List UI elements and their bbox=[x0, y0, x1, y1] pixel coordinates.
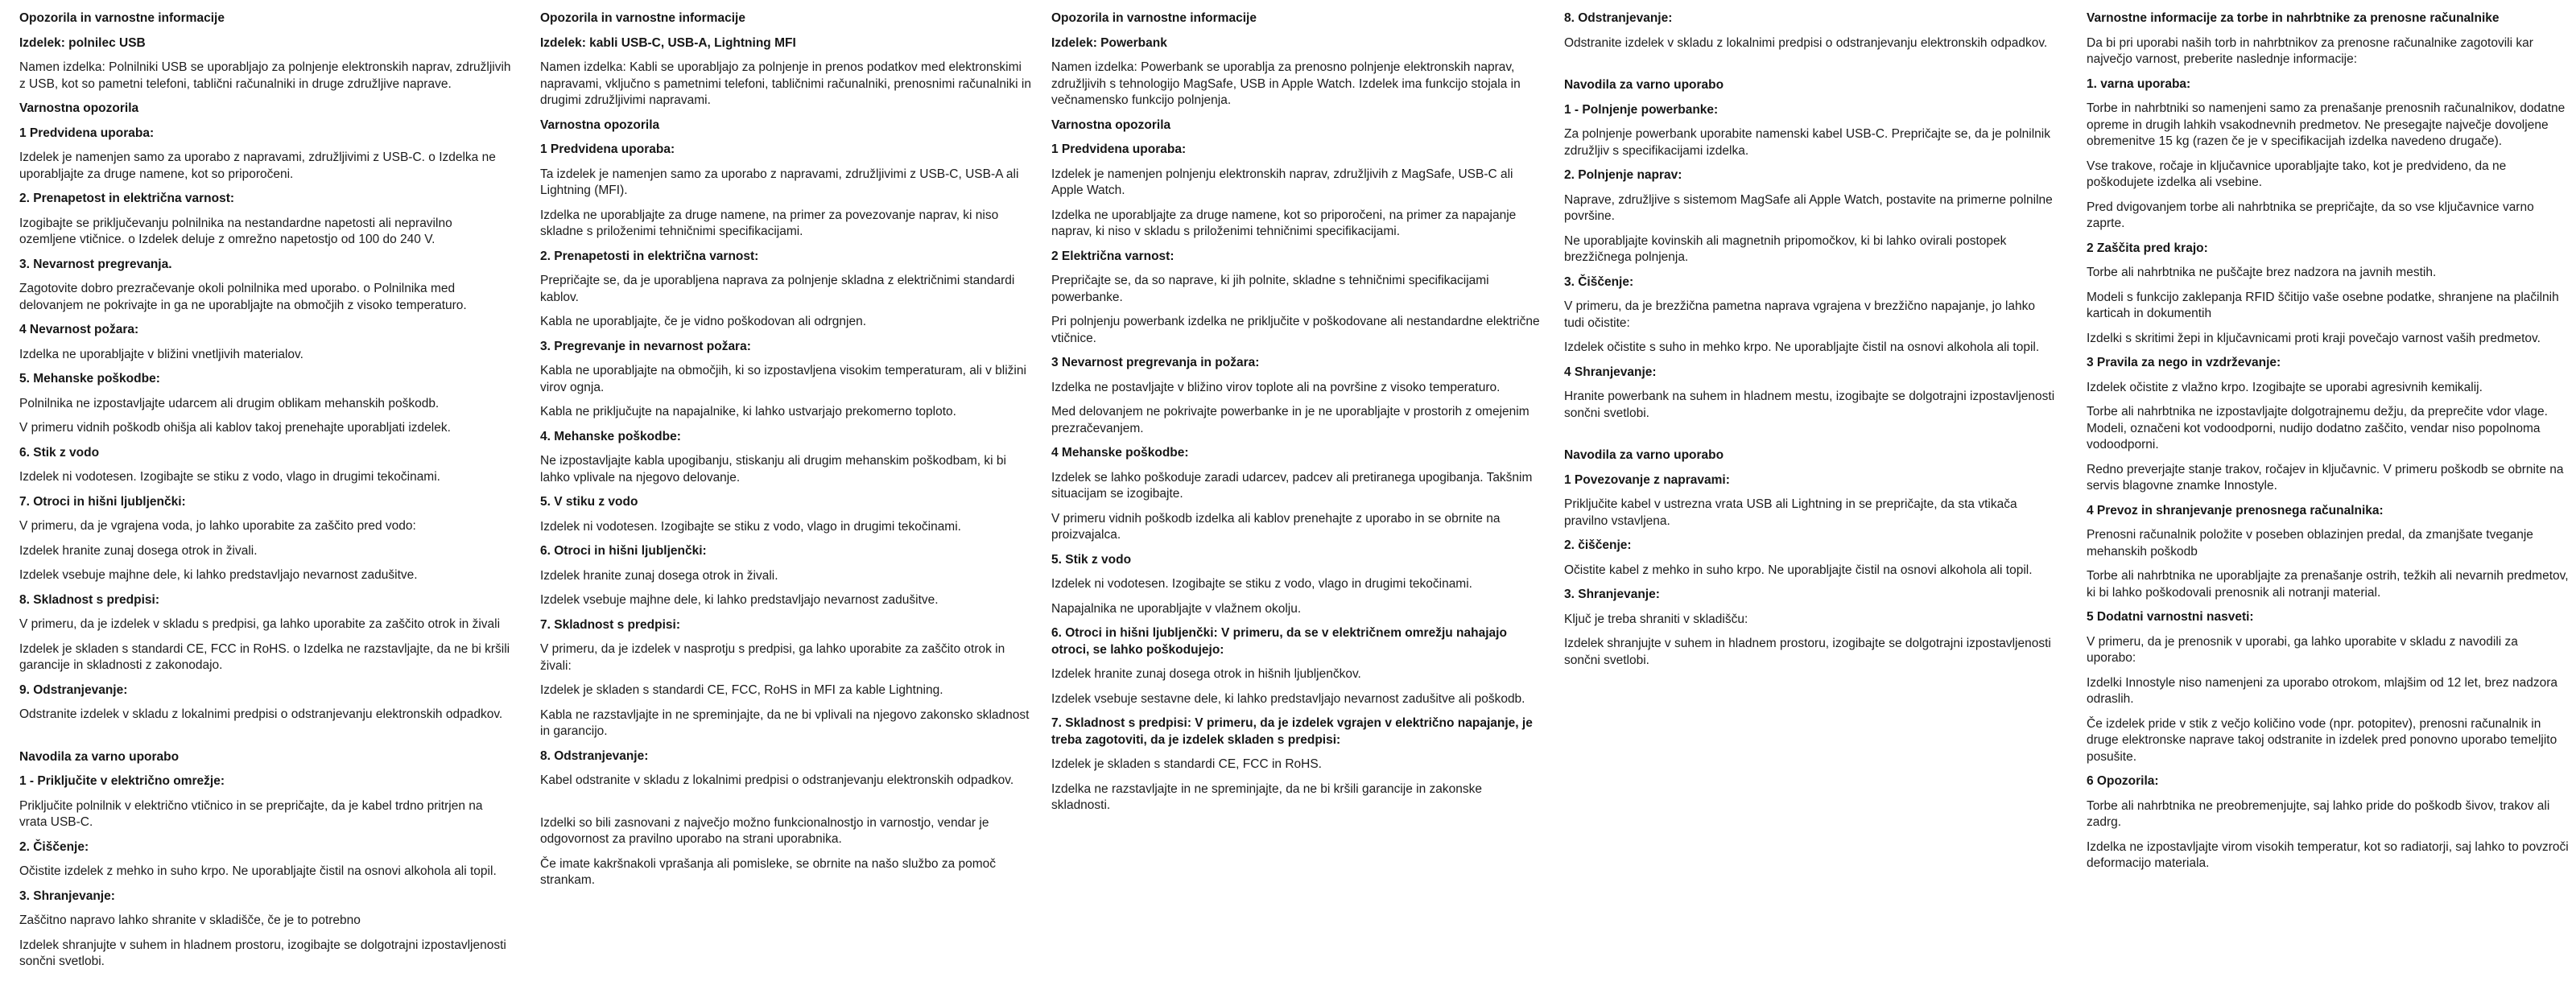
paragraph: Izdelek se lahko poškoduje zaradi udarcev, padcev ali pretiranega upogibanja. Takšnim situacijam se izogibajte. bbox=[1051, 470, 1533, 501]
section-heading: Varnostna opozorila bbox=[1051, 118, 1171, 132]
column-laptop-bags bbox=[2087, 10, 2570, 880]
paragraph: Izdelek je skladen s standardi CE, FCC in RoHS. o Izdelka ne razstavljajte, da ne bi kršili garancije in skladnosti z zakonodajo. bbox=[19, 641, 510, 672]
paragraph: Namen izdelka: Polnilniki USB se uporabljajo za polnjenje elektronskih naprav, združljivih z USB, kot so pametni telefoni, tablični računalniki in druge združljive naprave. bbox=[19, 60, 511, 91]
paragraph: Kabel odstranite v skladu z lokalnimi predpisi o odstranjevanju elektronskih odpadkov. bbox=[540, 773, 1014, 787]
section-heading: 2. Polnjenje naprav: bbox=[1564, 168, 1682, 182]
section-heading: Navodila za varno uporabo bbox=[1564, 78, 1724, 92]
section-heading: Varnostna opozorila bbox=[19, 101, 139, 115]
paragraph: V primeru, da je izdelek v skladu s predpisi, ga lahko uporabite za zaščito otrok in živali bbox=[19, 617, 501, 631]
section-heading: 5. Stik z vodo bbox=[1051, 552, 1132, 567]
section-heading: 1 - Polnjenje powerbanke: bbox=[1564, 102, 1719, 117]
paragraph: Izdelka ne uporabljajte v bližini vnetljivih materialov. bbox=[19, 347, 303, 361]
paragraph: Torbe in nahrbtniki so namenjeni samo za prenašanje prenosnih računalnikov, dodatne opreme in drugih lahkih vsakodnevnih predmetov. Ne presegajte največje dovoljene obremenitve 15 kg (razen če je v specifikacijah izdelka navedeno drugače). bbox=[2087, 101, 2566, 148]
section-heading: 3. Nevarnost pregrevanja. bbox=[19, 257, 172, 271]
section-heading: 3. Pregrevanje in nevarnost požara: bbox=[540, 339, 751, 353]
paragraph: Izdelek vsebuje majhne dele, ki lahko predstavljajo nevarnost zadušitve. bbox=[19, 568, 418, 582]
paragraph: Vse trakove, ročaje in ključavnice uporabljajte tako, kot je predvideno, da ne poškodujete izdelka ali vsebine. bbox=[2087, 159, 2507, 189]
section-heading: 2 Električna varnost: bbox=[1051, 249, 1174, 263]
paragraph: Zagotovite dobro prezračevanje okoli polnilnika med uporabo. o Polnilnika med delovanjem ne pokrivajte in ga ne uporabljajte na območjih z visoko temperaturo. bbox=[19, 282, 467, 312]
paragraph: Če izdelek pride v stik z večjo količino vode (npr. potopitev), prenosni računalnik in druge elektronske naprave takoj odstranite in izdelek pred ponovno uporabo temeljito posušite. bbox=[2087, 716, 2557, 764]
paragraph: Izdelek hranite zunaj dosega otrok in živali. bbox=[19, 543, 258, 558]
section-heading: 2. Prenapetost in električna varnost: bbox=[19, 192, 235, 205]
section-heading: 4. Mehanske poškodbe: bbox=[540, 429, 681, 443]
section-heading: 6. Otroci in hišni ljubljenčki: bbox=[540, 544, 707, 558]
paragraph: Izdelek je skladen s standardi CE, FCC, RoHS in MFI za kable Lightning. bbox=[540, 683, 943, 697]
section-heading: 2 Zaščita pred krajo: bbox=[2087, 241, 2208, 255]
section-heading: Navodila za varno uporabo bbox=[1564, 448, 1724, 462]
paragraph: Polnilnika ne izpostavljajte udarcem ali drugim oblikam mehanskih poškodb. bbox=[19, 396, 440, 410]
paragraph: Izdelka ne izpostavljajte virom visokih temperatur, kot so radiatorji, saj lahko to povzroči deformacijo materiala. bbox=[2087, 839, 2569, 870]
paragraph: Da bi pri uporabi naših torb in nahrbtnikov za prenosne računalnike zagotovili kar največjo varnost, preberite naslednje informacije: bbox=[2087, 35, 2533, 66]
section-heading: 4 Mehanske poškodbe: bbox=[1051, 446, 1189, 460]
paragraph: V primeru, da je izdelek v nasprotju s predpisi, ga lahko uporabite za zaščito otrok in živali: bbox=[540, 642, 1005, 673]
paragraph: Torbe ali nahrbtnika ne uporabljajte za prenašanje ostrih, težkih ali nevarnih predmetov, ki bi lahko poškodovali prenosnik ali notranji material. bbox=[2087, 569, 2569, 600]
paragraph: Torbe ali nahrbtnika ne izpostavljajte dolgotrajnemu dežju, da preprečite vdor vlage. Modeli, označeni kot vodoodporni, nudijo dodatno zaščito, vendar niso popolnoma vodoodporni. bbox=[2087, 405, 2548, 451]
paragraph: Izdelka ne razstavljajte in ne spreminjajte, da ne bi kršili garancije in zakonske skladnosti. bbox=[1051, 781, 1483, 812]
paragraph: Izdelka ne uporabljajte za druge namene, na primer za povezovanje naprav, ki niso skladne s priloženimi tehničnimi specifikacijami. bbox=[540, 208, 999, 238]
paragraph: Redno preverjajte stanje trakov, ročajev in ključavnic. V primeru poškodb se obrnite na servis blagovne znamke Innostyle. bbox=[2087, 462, 2564, 493]
paragraph: Ne izpostavljajte kabla upogibanju, stiskanju ali drugim mehanskim poškodbam, ki bi lahko vplivale na njegovo delovanje. bbox=[540, 454, 1006, 484]
paragraph: Izdelek shranjujte v suhem in hladnem prostoru, izogibajte se dolgotrajni izpostavljenosti sončni svetlobi. bbox=[19, 938, 506, 968]
column-powerbank-instructions bbox=[1564, 10, 2057, 677]
section-heading: 6. Stik z vodo bbox=[19, 445, 100, 460]
section-gap bbox=[540, 798, 1033, 815]
section-heading: 2. čiščenje: bbox=[1564, 538, 1632, 552]
paragraph: Izogibajte se priključevanju polnilnika na nestandardne napetosti ali nepravilno ozemljene vtičnice. o Izdelek deluje z omrežno napetostjo od 100 do 240 V. bbox=[19, 216, 452, 246]
paragraph: Hranite powerbank na suhem in hladnem mestu, izogibajte se dolgotrajni izpostavljenosti sončni svetlobi. bbox=[1564, 390, 2055, 420]
column-powerbank bbox=[1051, 10, 1544, 823]
paragraph: Namen izdelka: Powerbank se uporablja za prenosno polnjenje elektronskih naprav, združljivih s tehnologijo MagSafe, USB in Apple Watch. Izdelek ima funkcijo stojala in večnamensko funkcijo polnjenja. bbox=[1051, 60, 1521, 107]
section-gap bbox=[1564, 430, 2057, 447]
paragraph: Prenosni računalnik položite v poseben oblazinjen predal, da zmanjšate tveganje mehanskih poškodb bbox=[2087, 528, 2533, 559]
section-heading: 9. Odstranjevanje: bbox=[19, 682, 128, 697]
section-gap bbox=[1564, 60, 2057, 77]
section-heading: 1. varna uporaba: bbox=[2087, 76, 2191, 91]
paragraph: V primeru, da je prenosnik v uporabi, ga lahko uporabite v skladu z navodili za uporabo: bbox=[2087, 634, 2518, 665]
section-heading: Izdelek: kabli USB-C, USB-A, Lightning MFI bbox=[540, 35, 796, 50]
paragraph: Med delovanjem ne pokrivajte powerbanke in je ne uporabljajte v prostorih z omejenim prezračevanjem. bbox=[1051, 405, 1530, 435]
section-heading: 4 Shranjevanje: bbox=[1564, 365, 1657, 379]
paragraph: Izdelek očistite s suho in mehko krpo. Ne uporabljajte čistil na osnovi alkohola ali topil. bbox=[1564, 340, 2040, 354]
paragraph: Izdelek hranite zunaj dosega otrok in hišnih ljubljenčkov. bbox=[1051, 667, 1361, 681]
paragraph: Namen izdelka: Kabli se uporabljajo za polnjenje in prenos podatkov med elektronskimi napravami, vključno s pametnimi telefoni, tabličnimi računalniki, prenosnimi računalniki in drugimi združljivimi napravami. bbox=[540, 60, 1031, 107]
paragraph: Prepričajte se, da je uporabljena naprava za polnjenje skladna z električnimi standardi kablov. bbox=[540, 274, 1015, 304]
section-heading: 6. Otroci in hišni ljubljenčki: V primeru, da se v električnem omrežju nahajajo otroci, se lahko poškodujejo: bbox=[1051, 626, 1507, 657]
section-heading: 4 Nevarnost požara: bbox=[19, 323, 139, 336]
section-heading: 2. Prenapetosti in električna varnost: bbox=[540, 249, 759, 263]
paragraph: Izdelki Innostyle niso namenjeni za uporabo otrokom, mlajšim od 12 let, brez nadzora odraslih. bbox=[2087, 675, 2558, 706]
column-cables bbox=[540, 10, 1033, 897]
paragraph: Kabla ne uporabljajte, če je vidno poškodovan ali odrgnjen. bbox=[540, 315, 867, 328]
section-heading: 3. Shranjevanje: bbox=[19, 888, 115, 903]
section-heading: 3. Čiščenje: bbox=[1564, 274, 1634, 289]
section-gap bbox=[19, 732, 512, 749]
paragraph: Zaščitno napravo lahko shranite v skladišče, če je to potrebno bbox=[19, 913, 361, 927]
paragraph: V primeru, da je vgrajena voda, jo lahko uporabite za zaščito pred vodo: bbox=[19, 519, 416, 533]
paragraph: Očistite izdelek z mehko in suho krpo. Ne uporabljajte čistil na osnovi alkohola ali topil. bbox=[19, 864, 497, 878]
paragraph: Priključite kabel v ustrezna vrata USB ali Lightning in se prepričajte, da sta vtikača pravilno vstavljena. bbox=[1564, 497, 2017, 528]
section-heading: 5. V stiku z vodo bbox=[540, 495, 638, 509]
paragraph: Izdelek vsebuje majhne dele, ki lahko predstavljajo nevarnost zadušitve. bbox=[540, 593, 939, 607]
section-heading: 5 Dodatni varnostni nasveti: bbox=[2087, 610, 2254, 624]
paragraph: Prepričajte se, da so naprave, ki jih polnite, skladne s tehničnimi specifikacijami powerbanke. bbox=[1051, 274, 1489, 304]
paragraph: Izdelek shranjujte v suhem in hladnem prostoru, izogibajte se dolgotrajni izpostavljenosti sončni svetlobi. bbox=[1564, 637, 2051, 667]
paragraph: Izdelek ni vodotesen. Izogibajte se stiku z vodo, vlago in drugimi tekočinami. bbox=[1051, 577, 1472, 591]
paragraph: Izdelka ne postavljajte v bližino virov toplote ali na površine z visoko temperaturo. bbox=[1051, 380, 1501, 394]
paragraph: Pred dvigovanjem torbe ali nahrbtnika se prepričajte, da so vse ključavnice varno zaprte. bbox=[2087, 200, 2534, 230]
section-heading: 1 Predvidena uporaba: bbox=[19, 126, 155, 140]
paragraph: Izdelka ne uporabljajte za druge namene, kot so priporočeni, na primer za napajanje naprav, ki niso v skladu s priloženimi tehničnimi specifikacijami. bbox=[1051, 208, 1517, 238]
paragraph: Izdelek ni vodotesen. Izogibajte se stiku z vodo, vlago in drugimi tekočinami. bbox=[19, 470, 440, 484]
paragraph: Izdelki so bili zasnovani z največjo možno funkcionalnostjo in varnostjo, vendar je odgovornost za pravilno uporabo na strani uporabnika. bbox=[540, 815, 989, 846]
paragraph: Izdelek je namenjen samo za uporabo z napravami, združljivimi z USB-C. o Izdelka ne uporabljajte za druge namene, kot so priporočeni. bbox=[19, 150, 496, 181]
paragraph: Izdelek ni vodotesen. Izogibajte se stiku z vodo, vlago in drugimi tekočinami. bbox=[540, 519, 961, 534]
section-heading: 1 Povezovanje z napravami: bbox=[1564, 472, 1730, 487]
paragraph: Kabla ne razstavljajte in ne spreminjajte, da ne bi vplivali na njegovo zakonsko skladnost in garancijo. bbox=[540, 707, 1030, 738]
paragraph: Torbe ali nahrbtnika ne preobremenjujte, saj lahko pride do poškodb šivov, trakov ali zadrg. bbox=[2087, 798, 2550, 829]
paragraph: Izdelek očistite z vlažno krpo. Izogibajte se uporabi agresivnih kemikalij. bbox=[2087, 380, 2483, 394]
paragraph: Izdelki s skritimi žepi in ključavnicami proti kraji povečajo varnost vaših predmetov. bbox=[2087, 331, 2541, 345]
paragraph: Modeli s funkcijo zaklepanja RFID ščitijo vaše osebne podatke, shranjene na plačilnih karticah in dokumentih bbox=[2087, 290, 2559, 320]
paragraph: V primeru, da je brezžična pametna naprava vgrajena v brezžično napajanje, jo lahko tudi očistite: bbox=[1564, 299, 2036, 330]
paragraph: V primeru vidnih poškodb izdelka ali kablov prenehajte z uporabo in se obrnite na proizvajalca. bbox=[1051, 511, 1501, 542]
section-heading: Varnostna opozorila bbox=[540, 118, 660, 132]
paragraph: Naprave, združljive s sistemom MagSafe ali Apple Watch, postavite na primerne polnilne površine. bbox=[1564, 192, 2053, 223]
section-heading: 3 Pravila za nego in vzdrževanje: bbox=[2087, 356, 2281, 369]
paragraph: Pri polnjenju powerbank izdelka ne priključite v poškodovane ali nestandardne električne vtičnice. bbox=[1051, 315, 1540, 345]
paragraph: Izdelek hranite zunaj dosega otrok in živali. bbox=[540, 568, 778, 583]
section-heading: 8. Odstranjevanje: bbox=[1564, 11, 1673, 25]
section-heading: 5. Mehanske poškodbe: bbox=[19, 372, 160, 385]
section-heading: 7. Otroci in hišni ljubljenčki: bbox=[19, 494, 186, 509]
section-heading: Navodila za varno uporabo bbox=[19, 749, 180, 764]
paragraph: Ne uporabljajte kovinskih ali magnetnih pripomočkov, ki bi lahko ovirali postopek brezžičnega polnjenja. bbox=[1564, 233, 2007, 264]
section-heading: Opozorila in varnostne informacije bbox=[540, 11, 745, 25]
paragraph: Odstranite izdelek v skladu z lokalnimi predpisi o odstranjevanju elektronskih odpadkov. bbox=[19, 707, 503, 721]
section-heading: 4 Prevoz in shranjevanje prenosnega računalnika: bbox=[2087, 503, 2384, 517]
paragraph: Napajalnika ne uporabljajte v vlažnem okolju. bbox=[1051, 601, 1302, 616]
paragraph: Izdelek je skladen s standardi CE, FCC in RoHS. bbox=[1051, 757, 1322, 771]
section-heading: 8. Odstranjevanje: bbox=[540, 748, 649, 763]
paragraph: Odstranite izdelek v skladu z lokalnimi predpisi o odstranjevanju elektronskih odpadkov. bbox=[1564, 35, 2048, 50]
paragraph: Za polnjenje powerbank uporabite namenski kabel USB-C. Prepričajte se, da je polnilnik združljiv s specifikacijami izdelka. bbox=[1564, 127, 2050, 158]
section-heading: Izdelek: Powerbank bbox=[1051, 35, 1167, 50]
paragraph: Izdelek vsebuje sestavne dele, ki lahko predstavljajo nevarnost zadušitve ali poškodb. bbox=[1051, 691, 1525, 706]
paragraph: Očistite kabel z mehko in suho krpo. Ne uporabljajte čistil na osnovi alkohola ali topil. bbox=[1564, 563, 2033, 577]
section-heading: Opozorila in varnostne informacije bbox=[19, 11, 225, 25]
paragraph: Kabla ne uporabljajte na območjih, ki so izpostavljena visokim temperaturam, ali v bližini virov ognja. bbox=[540, 364, 1026, 394]
section-heading: 2. Čiščenje: bbox=[19, 839, 89, 854]
section-heading: Varnostne informacije za torbe in nahrbtnike za prenosne računalnike bbox=[2087, 11, 2500, 25]
paragraph: Ta izdelek je namenjen samo za uporabo z napravami, združljivimi z USB-C, USB-A ali Lightning (MFI). bbox=[540, 167, 1019, 197]
column-usb-charger bbox=[19, 10, 512, 979]
paragraph: Kabla ne priključujte na napajalnike, ki lahko ustvarjajo prekomerno toploto. bbox=[540, 405, 956, 418]
section-heading: 3. Shranjevanje: bbox=[1564, 588, 1660, 601]
section-heading: 1 Predvidena uporaba: bbox=[540, 142, 675, 156]
paragraph: Izdelek je namenjen polnjenju elektronskih naprav, združljivih z MagSafe, USB-C ali Apple Watch. bbox=[1051, 167, 1513, 197]
section-heading: 6 Opozorila: bbox=[2087, 774, 2159, 788]
paragraph: Če imate kakršnakoli vprašanja ali pomisleke, se obrnite na našo službo za pomoč strankam. bbox=[540, 856, 997, 887]
section-heading: 1 - Priključite v električno omrežje: bbox=[19, 774, 225, 788]
paragraph: Priključite polnilnik v električno vtičnico in se prepričajte, da je kabel trdno pritrjen na vrata USB-C. bbox=[19, 798, 483, 829]
section-heading: 3 Nevarnost pregrevanja in požara: bbox=[1051, 356, 1260, 369]
section-heading: 1 Predvidena uporaba: bbox=[1051, 142, 1187, 156]
paragraph: Ključ je treba shraniti v skladišču: bbox=[1564, 612, 1748, 626]
section-heading: Opozorila in varnostne informacije bbox=[1051, 11, 1257, 25]
section-heading: 7. Skladnost s predpisi: bbox=[540, 617, 680, 632]
paragraph: Torbe ali nahrbtnika ne puščajte brez nadzora na javnih mestih. bbox=[2087, 266, 2437, 279]
section-heading: Izdelek: polnilec USB bbox=[19, 35, 146, 50]
section-heading: 8. Skladnost s predpisi: bbox=[19, 592, 159, 607]
paragraph: V primeru vidnih poškodb ohišja ali kablov takoj prenehajte uporabljati izdelek. bbox=[19, 421, 451, 435]
section-heading: 7. Skladnost s predpisi: V primeru, da je izdelek vgrajen v električno napajanje, je treba zagotoviti, da je izdelek skladen s predpisi: bbox=[1051, 716, 1533, 747]
